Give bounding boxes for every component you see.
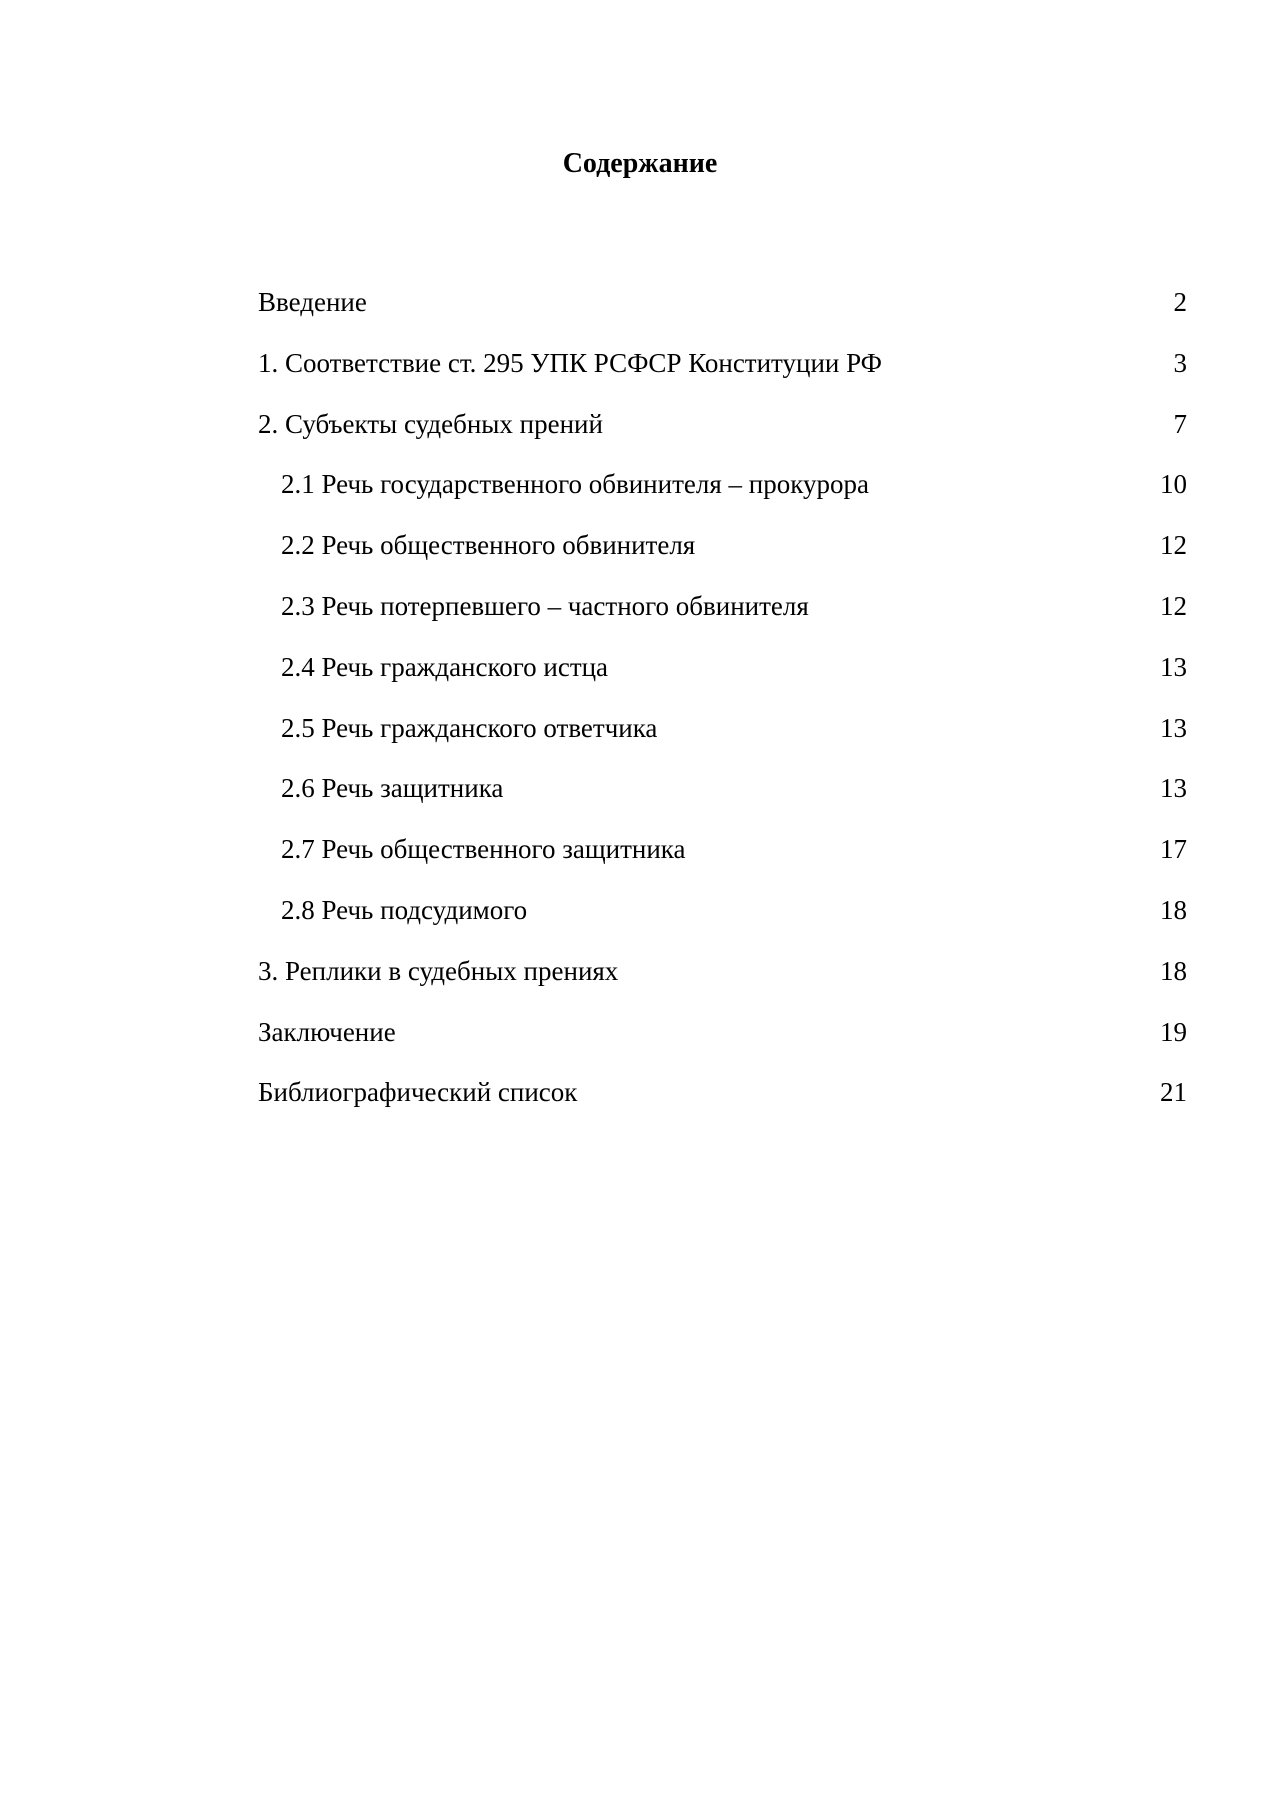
toc-entry-label: Библиографический список — [258, 1077, 578, 1108]
toc-entry-label: Введение — [258, 287, 367, 317]
toc-entry-section-2-1 — [258, 466, 1187, 527]
toc-entry-page: 13 — [1160, 651, 1187, 682]
toc-entry-label: 2.6 Речь защитника — [281, 773, 504, 804]
toc-entry-page: 7 — [1173, 408, 1187, 439]
toc-entry-label: 2.7 Речь общественного защитника — [281, 834, 686, 865]
page-title: Содержание — [562, 148, 718, 179]
toc-entry-page: 13 — [1160, 712, 1187, 743]
toc-entry-introduction — [258, 284, 1187, 345]
toc-entry-label: 1. Соответствие ст. 295 УПК РСФСР Конституции РФ — [258, 347, 882, 378]
toc-entry-section-2-6 — [258, 770, 1187, 831]
toc-entry-section-2-2 — [258, 527, 1187, 588]
toc-entry-section-2-8 — [258, 892, 1187, 953]
toc-entry-page: 17 — [1160, 834, 1187, 865]
toc-entry-section-2-4 — [258, 649, 1187, 710]
toc-entry-page: 19 — [1160, 1016, 1187, 1047]
toc-entry-page: 18 — [1160, 894, 1187, 925]
toc-entry-page: 13 — [1160, 773, 1187, 804]
toc-entry-section-3 — [258, 953, 1187, 1014]
toc-entry-section-2-7 — [258, 831, 1187, 892]
toc-entry-section-2 — [258, 406, 1187, 467]
toc-entry-section-2-5 — [258, 710, 1187, 771]
toc-entry-label: 3. Реплики в судебных прениях — [258, 955, 619, 986]
toc-entry-conclusion — [258, 1014, 1187, 1075]
toc-entry-page: 2 — [1173, 287, 1187, 317]
toc-entry-section-2-3 — [258, 588, 1187, 649]
toc-entry-page: 3 — [1173, 347, 1187, 378]
toc-entry-page: 12 — [1160, 530, 1187, 561]
toc-entry-page: 18 — [1160, 955, 1187, 986]
table-of-contents — [258, 284, 1187, 1135]
toc-entry-label: Заключение — [258, 1016, 396, 1047]
toc-entry-label: 2.2 Речь общественного обвинителя — [281, 530, 696, 561]
toc-entry-label: 2.8 Речь подсудимого — [281, 894, 528, 925]
toc-entry-page: 10 — [1160, 469, 1187, 500]
toc-entry-section-1 — [258, 345, 1187, 406]
toc-entry-label: 2.5 Речь гражданского ответчика — [281, 712, 658, 743]
toc-entry-label: 2. Субъекты судебных прений — [258, 408, 603, 439]
toc-entry-page: 12 — [1160, 590, 1187, 621]
toc-entry-label: 2.4 Речь гражданского истца — [281, 651, 609, 682]
toc-entry-label: 2.1 Речь государственного обвинителя – прокурора — [281, 469, 869, 500]
toc-entry-page: 21 — [1160, 1077, 1187, 1108]
toc-entry-label: 2.3 Речь потерпевшего – частного обвинителя — [281, 590, 809, 621]
toc-entry-bibliography — [258, 1074, 1187, 1135]
